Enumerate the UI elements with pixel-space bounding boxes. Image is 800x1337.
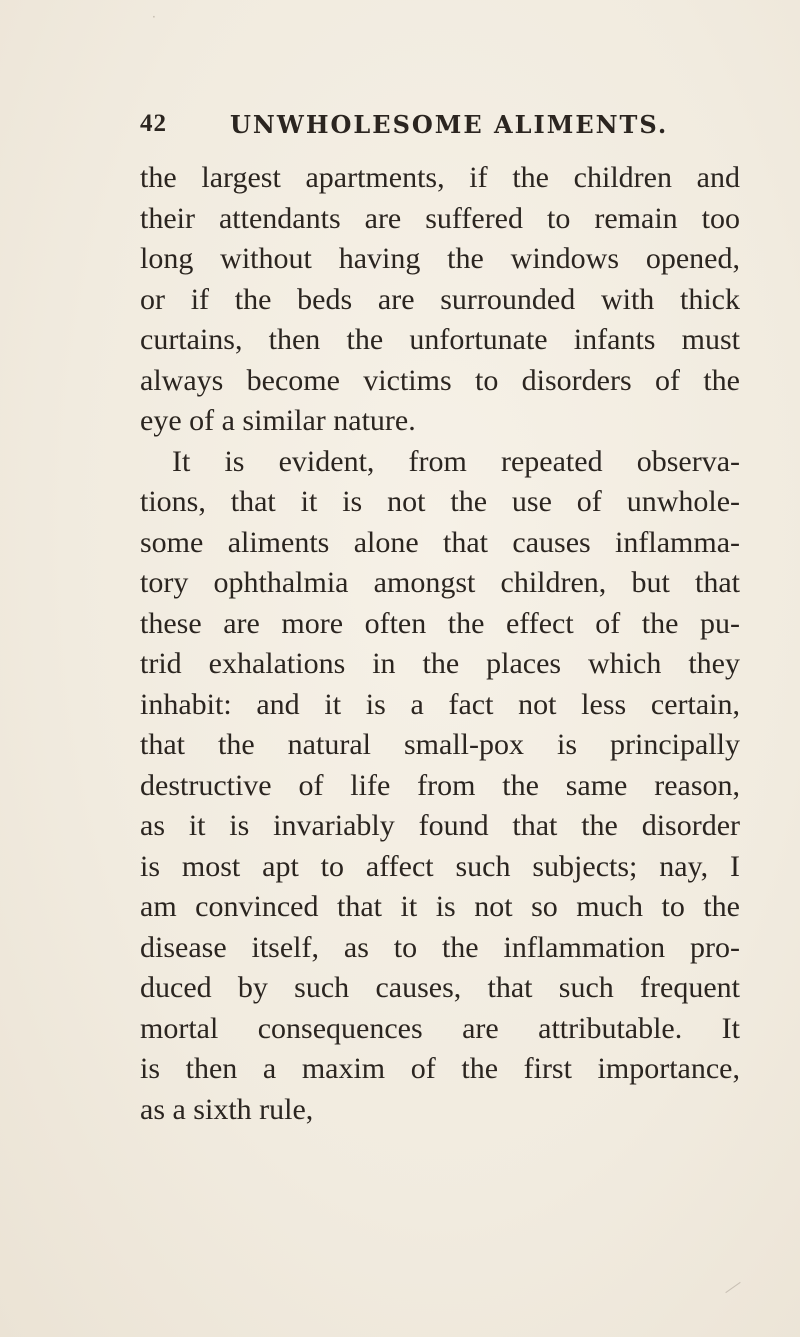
text-line-18: is most apt to affect such subjects; nay, I	[140, 849, 740, 883]
text-line-5: curtains, then the unfortunate infants must	[140, 323, 740, 356]
text-line-21: duced by such causes, that such frequent	[140, 971, 740, 1004]
text-line-6: always become victims to disorders of the	[140, 363, 740, 397]
text-line-11: tory ophthalmia amongst children, but that	[140, 566, 740, 599]
text-line-19: am convinced that it is not so much to the	[140, 890, 740, 923]
text-line-20: disease itself, as to the inflammation pro-	[140, 930, 740, 964]
text-line-15: that the natural small-pox is principally	[140, 728, 740, 761]
text-line-23: is then a maxim of the first importance,	[140, 1052, 740, 1085]
text-line-4: or if the beds are surrounded with thick	[140, 282, 740, 316]
text-line-9: tions, that it is not the use of unwhole-	[140, 485, 740, 518]
page-number: 42	[140, 110, 167, 137]
text-line-10: some aliments alone that causes inflamma-	[140, 525, 740, 559]
text-line-8: It is evident, from repeated observa-	[172, 444, 740, 478]
paper-mark	[725, 1282, 740, 1293]
text-line-3: long without having the windows opened,	[140, 242, 740, 275]
text-line-14: inhabit: and it is a fact not less certain,	[140, 687, 740, 721]
text-line-24: as a sixth rule,	[140, 1092, 314, 1126]
text-line-7: eye of a similar nature.	[140, 404, 416, 437]
text-line-1: the largest apartments, if the children and	[140, 161, 740, 194]
page-header	[140, 104, 740, 144]
body-text	[140, 158, 740, 1130]
text-line-12: these are more often the effect of the pu-	[140, 606, 740, 640]
text-line-22: mortal consequences are attributable. It	[140, 1011, 740, 1045]
running-head: UNWHOLESOME ALIMENTS.	[230, 109, 669, 139]
text-line-13: trid exhalations in the places which they	[140, 647, 740, 680]
text-line-16: destructive of life from the same reason,	[140, 768, 740, 802]
text-line-2: their attendants are suffered to remain too	[140, 201, 740, 235]
paper-speck: ·	[152, 10, 156, 24]
text-line-17: as it is invariably found that the disorder	[140, 809, 740, 842]
